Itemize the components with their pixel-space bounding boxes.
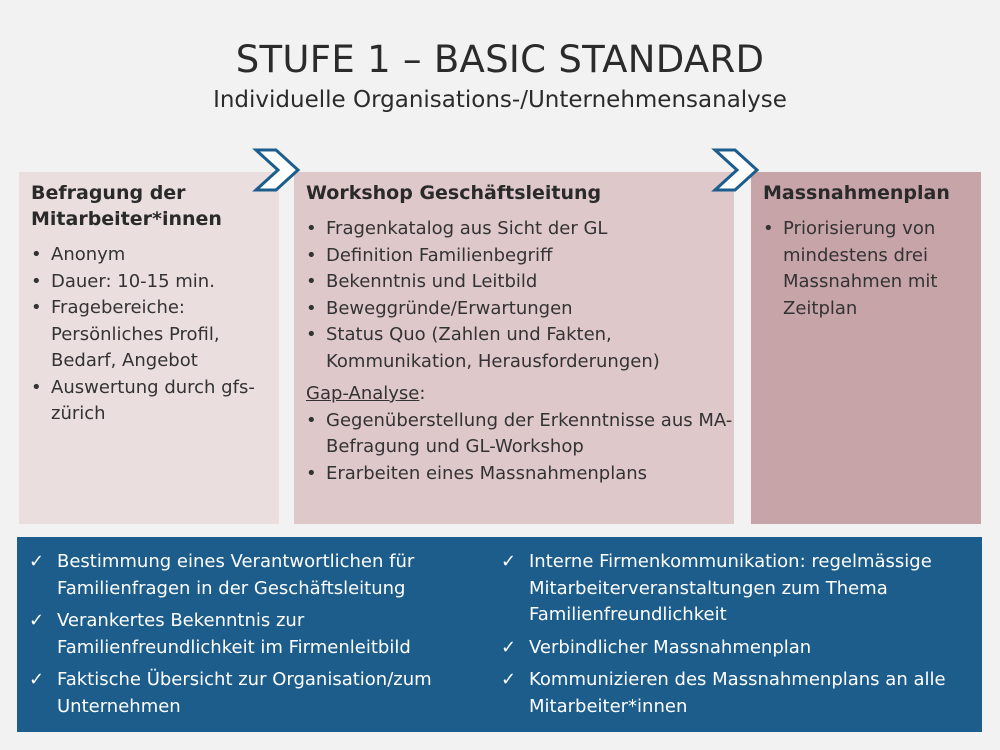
list-item: • Bekenntnis und Leitbild [306, 269, 734, 296]
list-item [27, 667, 497, 720]
gap-analyse-label [306, 381, 734, 408]
check-icon: ✓ [29, 669, 45, 690]
box-title: Befragung der Mitarbeiter*innen [31, 182, 222, 230]
outcome-text: Bestimmung eines Verantwortlichen für Familienfragen in der Geschäftsleitung [57, 551, 415, 599]
check-icon: ✓ [29, 610, 45, 631]
chevron-right-icon [252, 148, 302, 192]
box-workshop-geschaeftsleitung [294, 172, 734, 524]
page-title: STUFE 1 – BASIC STANDARD [235, 38, 765, 81]
list-item: • Anonym [31, 242, 279, 269]
page-subtitle: Individuelle Organisations-/Unternehmensanalyse [213, 87, 787, 113]
check-icon: ✓ [29, 551, 45, 572]
outcome-text: Interne Firmenkommunikation: regelmässige Mitarbeiterveranstaltungen zum Thema Familienfreundlichkeit [529, 551, 932, 625]
list-item: • Erarbeiten eines Massnahmenplans [306, 461, 734, 488]
box-mitarbeiterbefragung [19, 172, 279, 524]
gap-analyse-colon: : [419, 383, 426, 404]
list-item: • Auswertung durch gfs-zürich [31, 375, 279, 428]
box-title: Massnahmenplan [763, 182, 950, 204]
list-item [499, 667, 979, 720]
list-item: • Definition Familienbegriff [306, 243, 734, 270]
check-icon: ✓ [501, 669, 517, 690]
list-item: • Dauer: 10-15 min. [31, 269, 279, 296]
list-item [27, 549, 497, 602]
chevron-right-icon [711, 148, 761, 192]
bullet-list [763, 216, 981, 322]
list-item: • Status Quo (Zahlen und Fakten, Kommunikation, Herausforderungen) [306, 322, 734, 375]
list-item: • Fragenkatalog aus Sicht der GL [306, 216, 734, 243]
outcome-text: Faktische Übersicht zur Organisation/zum Unternehmen [57, 669, 432, 717]
list-item: • Beweggründe/Erwartungen [306, 296, 734, 323]
box-title: Workshop Geschäftsleitung [306, 182, 602, 204]
outcomes-right-column [499, 549, 979, 726]
bullet-list [306, 216, 734, 375]
list-item [499, 549, 979, 629]
check-icon: ✓ [501, 636, 517, 658]
list-item: • Fragebereiche: Persönliches Profil, Bedarf, Angebot [31, 295, 279, 375]
outcomes-left-column [27, 549, 497, 726]
gap-bullet-list [306, 408, 734, 488]
outcome-text: Kommunizieren des Massnahmenplans an alle Mitarbeiter*innen [529, 669, 946, 717]
list-item: • Priorisierung von mindestens drei Massnahmen mit Zeitplan [763, 216, 981, 322]
check-icon: ✓ [501, 551, 517, 572]
list-item [499, 635, 979, 662]
outcome-text: Verankertes Bekenntnis zur Familienfreundlichkeit im Firmenleitbild [57, 610, 411, 658]
gap-analyse-heading: Gap-Analyse [306, 383, 420, 404]
list-item: • Gegenüberstellung der Erkenntnisse aus MA-Befragung und GL-Workshop [306, 408, 734, 461]
bullet-list [31, 242, 279, 428]
box-massnahmenplan [751, 172, 981, 524]
outcomes-panel [17, 537, 982, 732]
list-item [27, 608, 497, 661]
outcome-text: Verbindlicher Massnahmenplan [529, 636, 812, 658]
